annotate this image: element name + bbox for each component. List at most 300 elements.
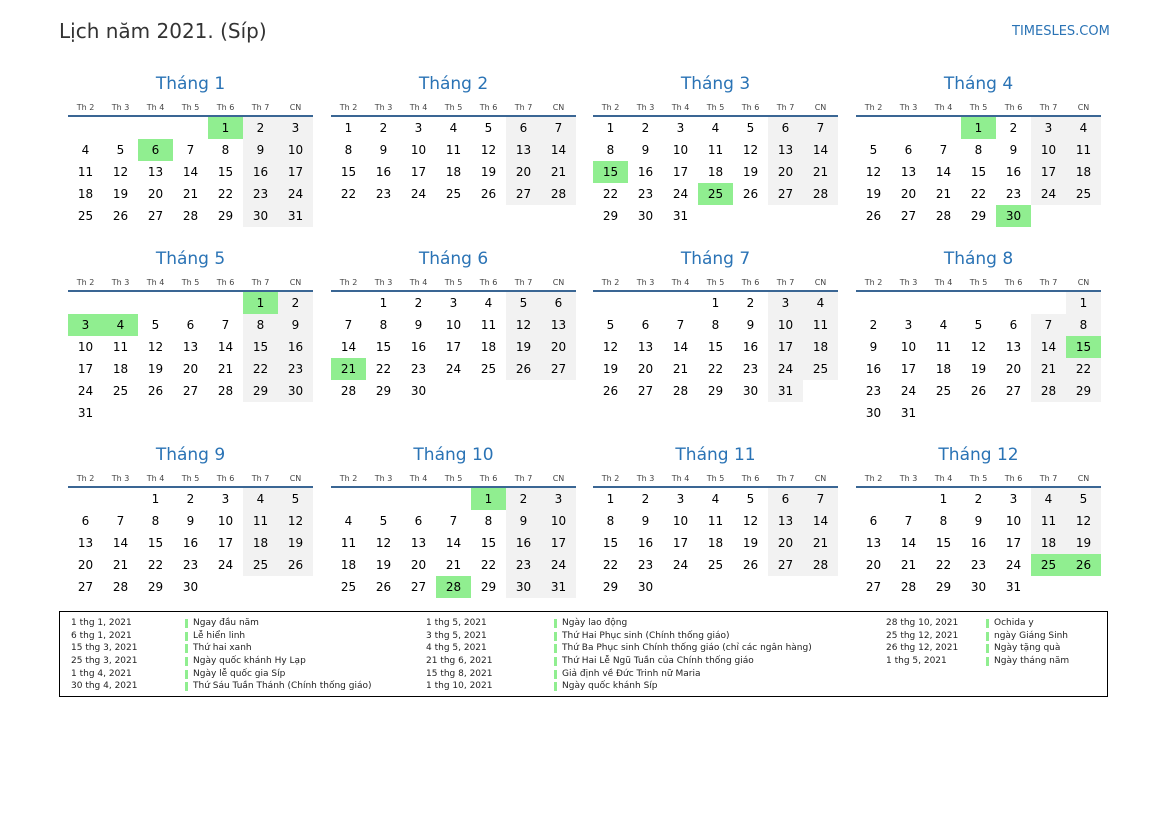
day-cell[interactable]: 7 [221,318,230,332]
holiday-day-cell[interactable]: 4 [103,314,138,336]
day-cell[interactable]: 10 [768,314,803,336]
day-cell[interactable]: 6 [506,117,541,139]
holiday-day-cell[interactable]: 1 [471,488,506,510]
day-cell[interactable]: 17 [672,165,689,179]
day-cell[interactable]: 14 [803,139,838,161]
day-cell[interactable]: 23 [637,558,654,572]
day-cell[interactable]: 4 [81,143,90,157]
day-cell[interactable]: 15 [340,165,357,179]
day-cell[interactable]: 3 [676,492,685,506]
day-cell[interactable]: 30 [182,580,199,594]
day-cell[interactable]: 24 [768,358,803,380]
holiday-day-cell[interactable]: 30 [996,205,1031,227]
day-cell[interactable]: 16 [243,161,278,183]
day-cell[interactable]: 8 [151,514,160,528]
day-cell[interactable]: 30 [865,406,882,420]
day-cell[interactable]: 29 [217,209,234,223]
day-cell[interactable]: 27 [637,384,654,398]
day-cell[interactable]: 20 [77,558,94,572]
day-cell[interactable]: 4 [711,492,720,506]
day-cell[interactable]: 2 [641,121,650,135]
day-cell[interactable]: 10 [672,514,689,528]
day-cell[interactable]: 22 [602,187,619,201]
day-cell[interactable]: 19 [742,536,759,550]
day-cell[interactable]: 28 [935,209,952,223]
day-cell[interactable]: 22 [602,558,619,572]
day-cell[interactable]: 22 [147,558,164,572]
day-cell[interactable]: 27 [506,183,541,205]
day-cell[interactable]: 24 [445,362,462,376]
day-cell[interactable]: 14 [182,165,199,179]
day-cell[interactable]: 13 [541,314,576,336]
day-cell[interactable]: 17 [1031,161,1066,183]
holiday-day-cell[interactable]: 3 [68,314,103,336]
day-cell[interactable]: 8 [939,514,948,528]
day-cell[interactable]: 4 [1066,117,1101,139]
day-cell[interactable]: 13 [1005,340,1022,354]
day-cell[interactable]: 17 [1005,536,1022,550]
day-cell[interactable]: 22 [935,558,952,572]
day-cell[interactable]: 9 [186,514,195,528]
day-cell[interactable]: 12 [602,340,619,354]
day-cell[interactable]: 23 [970,558,987,572]
day-cell[interactable]: 10 [1005,514,1022,528]
day-cell[interactable]: 27 [865,580,882,594]
day-cell[interactable]: 4 [1031,488,1066,510]
day-cell[interactable]: 28 [803,554,838,576]
day-cell[interactable]: 11 [112,340,129,354]
day-cell[interactable]: 25 [480,362,497,376]
day-cell[interactable]: 15 [375,340,392,354]
day-cell[interactable]: 12 [865,165,882,179]
day-cell[interactable]: 18 [112,362,129,376]
day-cell[interactable]: 13 [768,510,803,532]
day-cell[interactable]: 9 [641,514,650,528]
day-cell[interactable]: 27 [77,580,94,594]
day-cell[interactable]: 16 [506,532,541,554]
day-cell[interactable]: 25 [803,358,838,380]
day-cell[interactable]: 13 [768,139,803,161]
day-cell[interactable]: 20 [182,362,199,376]
day-cell[interactable]: 7 [344,318,353,332]
day-cell[interactable]: 30 [637,209,654,223]
day-cell[interactable]: 5 [869,143,878,157]
day-cell[interactable]: 13 [506,139,541,161]
day-cell[interactable]: 26 [742,187,759,201]
day-cell[interactable]: 31 [768,380,803,402]
day-cell[interactable]: 12 [1066,510,1101,532]
day-cell[interactable]: 29 [480,580,497,594]
day-cell[interactable]: 22 [707,362,724,376]
day-cell[interactable]: 16 [742,340,759,354]
day-cell[interactable]: 19 [506,336,541,358]
day-cell[interactable]: 27 [1005,384,1022,398]
day-cell[interactable]: 9 [641,143,650,157]
day-cell[interactable]: 16 [375,165,392,179]
day-cell[interactable]: 8 [379,318,388,332]
day-cell[interactable]: 18 [77,187,94,201]
day-cell[interactable]: 24 [410,187,427,201]
day-cell[interactable]: 16 [970,536,987,550]
day-cell[interactable]: 5 [746,492,755,506]
day-cell[interactable]: 26 [970,384,987,398]
day-cell[interactable]: 4 [484,296,493,310]
day-cell[interactable]: 2 [186,492,195,506]
day-cell[interactable]: 10 [278,139,313,161]
day-cell[interactable]: 15 [707,340,724,354]
day-cell[interactable]: 9 [746,318,755,332]
day-cell[interactable]: 29 [602,209,619,223]
day-cell[interactable]: 3 [676,121,685,135]
day-cell[interactable]: 28 [182,209,199,223]
day-cell[interactable]: 23 [375,187,392,201]
day-cell[interactable]: 14 [803,510,838,532]
holiday-day-cell[interactable]: 25 [698,183,733,205]
day-cell[interactable]: 3 [1031,117,1066,139]
day-cell[interactable]: 11 [935,340,952,354]
holiday-day-cell[interactable]: 25 [1031,554,1066,576]
day-cell[interactable]: 20 [147,187,164,201]
day-cell[interactable]: 18 [935,362,952,376]
day-cell[interactable]: 14 [1031,336,1066,358]
day-cell[interactable]: 17 [900,362,917,376]
day-cell[interactable]: 7 [803,117,838,139]
day-cell[interactable]: 30 [970,580,987,594]
day-cell[interactable]: 26 [865,209,882,223]
day-cell[interactable]: 21 [672,362,689,376]
day-cell[interactable]: 4 [711,121,720,135]
day-cell[interactable]: 31 [672,209,689,223]
day-cell[interactable]: 25 [445,187,462,201]
day-cell[interactable]: 17 [77,362,94,376]
day-cell[interactable]: 6 [414,514,423,528]
day-cell[interactable]: 28 [672,384,689,398]
day-cell[interactable]: 14 [340,340,357,354]
day-cell[interactable]: 14 [900,536,917,550]
day-cell[interactable]: 24 [1005,558,1022,572]
day-cell[interactable]: 15 [243,336,278,358]
day-cell[interactable]: 9 [1009,143,1018,157]
day-cell[interactable]: 29 [935,580,952,594]
day-cell[interactable]: 27 [900,209,917,223]
day-cell[interactable]: 26 [147,384,164,398]
day-cell[interactable]: 13 [182,340,199,354]
day-cell[interactable]: 28 [217,384,234,398]
day-cell[interactable]: 1 [606,492,615,506]
day-cell[interactable]: 30 [243,205,278,227]
day-cell[interactable]: 18 [480,340,497,354]
day-cell[interactable]: 2 [974,492,983,506]
day-cell[interactable]: 3 [904,318,913,332]
day-cell[interactable]: 7 [904,514,913,528]
day-cell[interactable]: 9 [243,139,278,161]
day-cell[interactable]: 24 [541,554,576,576]
day-cell[interactable]: 17 [672,536,689,550]
day-cell[interactable]: 20 [768,532,803,554]
day-cell[interactable]: 6 [869,514,878,528]
day-cell[interactable]: 11 [1066,139,1101,161]
day-cell[interactable]: 11 [77,165,94,179]
day-cell[interactable]: 3 [414,121,423,135]
day-cell[interactable]: 2 [1009,121,1018,135]
day-cell[interactable]: 22 [970,187,987,201]
day-cell[interactable]: 12 [375,536,392,550]
day-cell[interactable]: 14 [541,139,576,161]
day-cell[interactable]: 18 [340,558,357,572]
day-cell[interactable]: 11 [707,514,724,528]
day-cell[interactable]: 11 [445,143,462,157]
day-cell[interactable]: 1 [939,492,948,506]
day-cell[interactable]: 16 [637,165,654,179]
day-cell[interactable]: 7 [939,143,948,157]
day-cell[interactable]: 22 [375,362,392,376]
day-cell[interactable]: 8 [974,143,983,157]
day-cell[interactable]: 5 [116,143,125,157]
day-cell[interactable]: 31 [900,406,917,420]
holiday-day-cell[interactable]: 28 [436,576,471,598]
day-cell[interactable]: 20 [637,362,654,376]
day-cell[interactable]: 29 [375,384,392,398]
day-cell[interactable]: 2 [746,296,755,310]
day-cell[interactable]: 18 [243,532,278,554]
day-cell[interactable]: 25 [340,580,357,594]
day-cell[interactable]: 28 [541,183,576,205]
day-cell[interactable]: 16 [410,340,427,354]
day-cell[interactable]: 2 [243,117,278,139]
day-cell[interactable]: 7 [676,318,685,332]
day-cell[interactable]: 21 [803,161,838,183]
day-cell[interactable]: 5 [278,488,313,510]
day-cell[interactable]: 21 [112,558,129,572]
day-cell[interactable]: 20 [410,558,427,572]
day-cell[interactable]: 1 [711,296,720,310]
day-cell[interactable]: 7 [1031,314,1066,336]
day-cell[interactable]: 26 [278,554,313,576]
day-cell[interactable]: 8 [606,143,615,157]
day-cell[interactable]: 5 [506,292,541,314]
day-cell[interactable]: 13 [77,536,94,550]
day-cell[interactable]: 19 [278,532,313,554]
day-cell[interactable]: 24 [278,183,313,205]
day-cell[interactable]: 21 [541,161,576,183]
day-cell[interactable]: 20 [541,336,576,358]
day-cell[interactable]: 7 [449,514,458,528]
day-cell[interactable]: 23 [182,558,199,572]
day-cell[interactable]: 10 [1031,139,1066,161]
day-cell[interactable]: 20 [865,558,882,572]
day-cell[interactable]: 8 [1066,314,1101,336]
day-cell[interactable]: 11 [803,314,838,336]
day-cell[interactable]: 31 [77,406,94,420]
day-cell[interactable]: 5 [974,318,983,332]
day-cell[interactable]: 2 [506,488,541,510]
day-cell[interactable]: 19 [1066,532,1101,554]
day-cell[interactable]: 18 [1066,161,1101,183]
day-cell[interactable]: 2 [414,296,423,310]
day-cell[interactable]: 26 [112,209,129,223]
day-cell[interactable]: 22 [340,187,357,201]
day-cell[interactable]: 13 [410,536,427,550]
day-cell[interactable]: 12 [147,340,164,354]
day-cell[interactable]: 2 [379,121,388,135]
holiday-day-cell[interactable]: 1 [961,117,996,139]
day-cell[interactable]: 19 [112,187,129,201]
day-cell[interactable]: 10 [77,340,94,354]
day-cell[interactable]: 25 [77,209,94,223]
day-cell[interactable]: 8 [243,314,278,336]
day-cell[interactable]: 28 [803,183,838,205]
day-cell[interactable]: 21 [803,532,838,554]
day-cell[interactable]: 16 [637,536,654,550]
day-cell[interactable]: 28 [900,580,917,594]
day-cell[interactable]: 10 [541,510,576,532]
day-cell[interactable]: 5 [606,318,615,332]
day-cell[interactable]: 8 [484,514,493,528]
day-cell[interactable]: 25 [707,558,724,572]
day-cell[interactable]: 27 [410,580,427,594]
day-cell[interactable]: 20 [1005,362,1022,376]
holiday-day-cell[interactable]: 21 [331,358,366,380]
day-cell[interactable]: 27 [768,183,803,205]
day-cell[interactable]: 1 [344,121,353,135]
day-cell[interactable]: 11 [340,536,357,550]
day-cell[interactable]: 22 [480,558,497,572]
day-cell[interactable]: 6 [768,488,803,510]
day-cell[interactable]: 27 [541,358,576,380]
day-cell[interactable]: 12 [506,314,541,336]
day-cell[interactable]: 7 [116,514,125,528]
day-cell[interactable]: 30 [742,384,759,398]
day-cell[interactable]: 23 [1005,187,1022,201]
day-cell[interactable]: 28 [1031,380,1066,402]
day-cell[interactable]: 9 [974,514,983,528]
day-cell[interactable]: 12 [742,514,759,528]
day-cell[interactable]: 12 [742,143,759,157]
day-cell[interactable]: 13 [637,340,654,354]
day-cell[interactable]: 10 [900,340,917,354]
day-cell[interactable]: 17 [217,536,234,550]
day-cell[interactable]: 1 [151,492,160,506]
day-cell[interactable]: 30 [637,580,654,594]
day-cell[interactable]: 26 [506,358,541,380]
day-cell[interactable]: 4 [344,514,353,528]
day-cell[interactable]: 4 [803,292,838,314]
day-cell[interactable]: 23 [865,384,882,398]
day-cell[interactable]: 23 [506,554,541,576]
day-cell[interactable]: 2 [641,492,650,506]
day-cell[interactable]: 28 [112,580,129,594]
day-cell[interactable]: 13 [147,165,164,179]
day-cell[interactable]: 11 [243,510,278,532]
day-cell[interactable]: 19 [970,362,987,376]
day-cell[interactable]: 17 [278,161,313,183]
day-cell[interactable]: 3 [278,117,313,139]
day-cell[interactable]: 23 [410,362,427,376]
day-cell[interactable]: 24 [672,187,689,201]
day-cell[interactable]: 23 [742,362,759,376]
holiday-day-cell[interactable]: 15 [1066,336,1101,358]
day-cell[interactable]: 5 [1066,488,1101,510]
day-cell[interactable]: 3 [1009,492,1018,506]
day-cell[interactable]: 27 [182,384,199,398]
site-link[interactable]: TIMESLES.COM [1012,24,1110,39]
day-cell[interactable]: 15 [480,536,497,550]
day-cell[interactable]: 7 [541,117,576,139]
day-cell[interactable]: 30 [278,380,313,402]
day-cell[interactable]: 4 [939,318,948,332]
day-cell[interactable]: 6 [904,143,913,157]
day-cell[interactable]: 15 [147,536,164,550]
day-cell[interactable]: 11 [1031,510,1066,532]
day-cell[interactable]: 8 [344,143,353,157]
day-cell[interactable]: 19 [602,362,619,376]
day-cell[interactable]: 29 [1066,380,1101,402]
day-cell[interactable]: 22 [1066,358,1101,380]
day-cell[interactable]: 29 [970,209,987,223]
day-cell[interactable]: 16 [1005,165,1022,179]
day-cell[interactable]: 8 [221,143,230,157]
day-cell[interactable]: 30 [506,576,541,598]
day-cell[interactable]: 21 [900,558,917,572]
day-cell[interactable]: 14 [217,340,234,354]
day-cell[interactable]: 5 [151,318,160,332]
day-cell[interactable]: 14 [672,340,689,354]
day-cell[interactable]: 18 [445,165,462,179]
day-cell[interactable]: 14 [445,536,462,550]
holiday-day-cell[interactable]: 26 [1066,554,1101,576]
holiday-day-cell[interactable]: 1 [243,292,278,314]
day-cell[interactable]: 19 [147,362,164,376]
day-cell[interactable]: 15 [602,536,619,550]
day-cell[interactable]: 17 [541,532,576,554]
day-cell[interactable]: 6 [641,318,650,332]
day-cell[interactable]: 9 [379,143,388,157]
day-cell[interactable]: 8 [711,318,720,332]
day-cell[interactable]: 19 [865,187,882,201]
day-cell[interactable]: 5 [746,121,755,135]
day-cell[interactable]: 6 [81,514,90,528]
day-cell[interactable]: 2 [278,292,313,314]
day-cell[interactable]: 5 [484,121,493,135]
day-cell[interactable]: 31 [278,205,313,227]
day-cell[interactable]: 3 [449,296,458,310]
day-cell[interactable]: 23 [243,183,278,205]
day-cell[interactable]: 24 [672,558,689,572]
day-cell[interactable]: 1 [1066,292,1101,314]
holiday-day-cell[interactable]: 1 [208,117,243,139]
day-cell[interactable]: 10 [445,318,462,332]
day-cell[interactable]: 12 [970,340,987,354]
day-cell[interactable]: 21 [182,187,199,201]
day-cell[interactable]: 14 [935,165,952,179]
day-cell[interactable]: 6 [768,117,803,139]
day-cell[interactable]: 26 [480,187,497,201]
day-cell[interactable]: 15 [217,165,234,179]
day-cell[interactable]: 1 [606,121,615,135]
day-cell[interactable]: 11 [707,143,724,157]
day-cell[interactable]: 22 [243,358,278,380]
day-cell[interactable]: 12 [278,510,313,532]
day-cell[interactable]: 18 [707,165,724,179]
day-cell[interactable]: 4 [449,121,458,135]
holiday-day-cell[interactable]: 15 [593,161,628,183]
day-cell[interactable]: 3 [768,292,803,314]
day-cell[interactable]: 13 [865,536,882,550]
day-cell[interactable]: 26 [602,384,619,398]
day-cell[interactable]: 9 [869,340,878,354]
day-cell[interactable]: 9 [414,318,423,332]
day-cell[interactable]: 25 [112,384,129,398]
